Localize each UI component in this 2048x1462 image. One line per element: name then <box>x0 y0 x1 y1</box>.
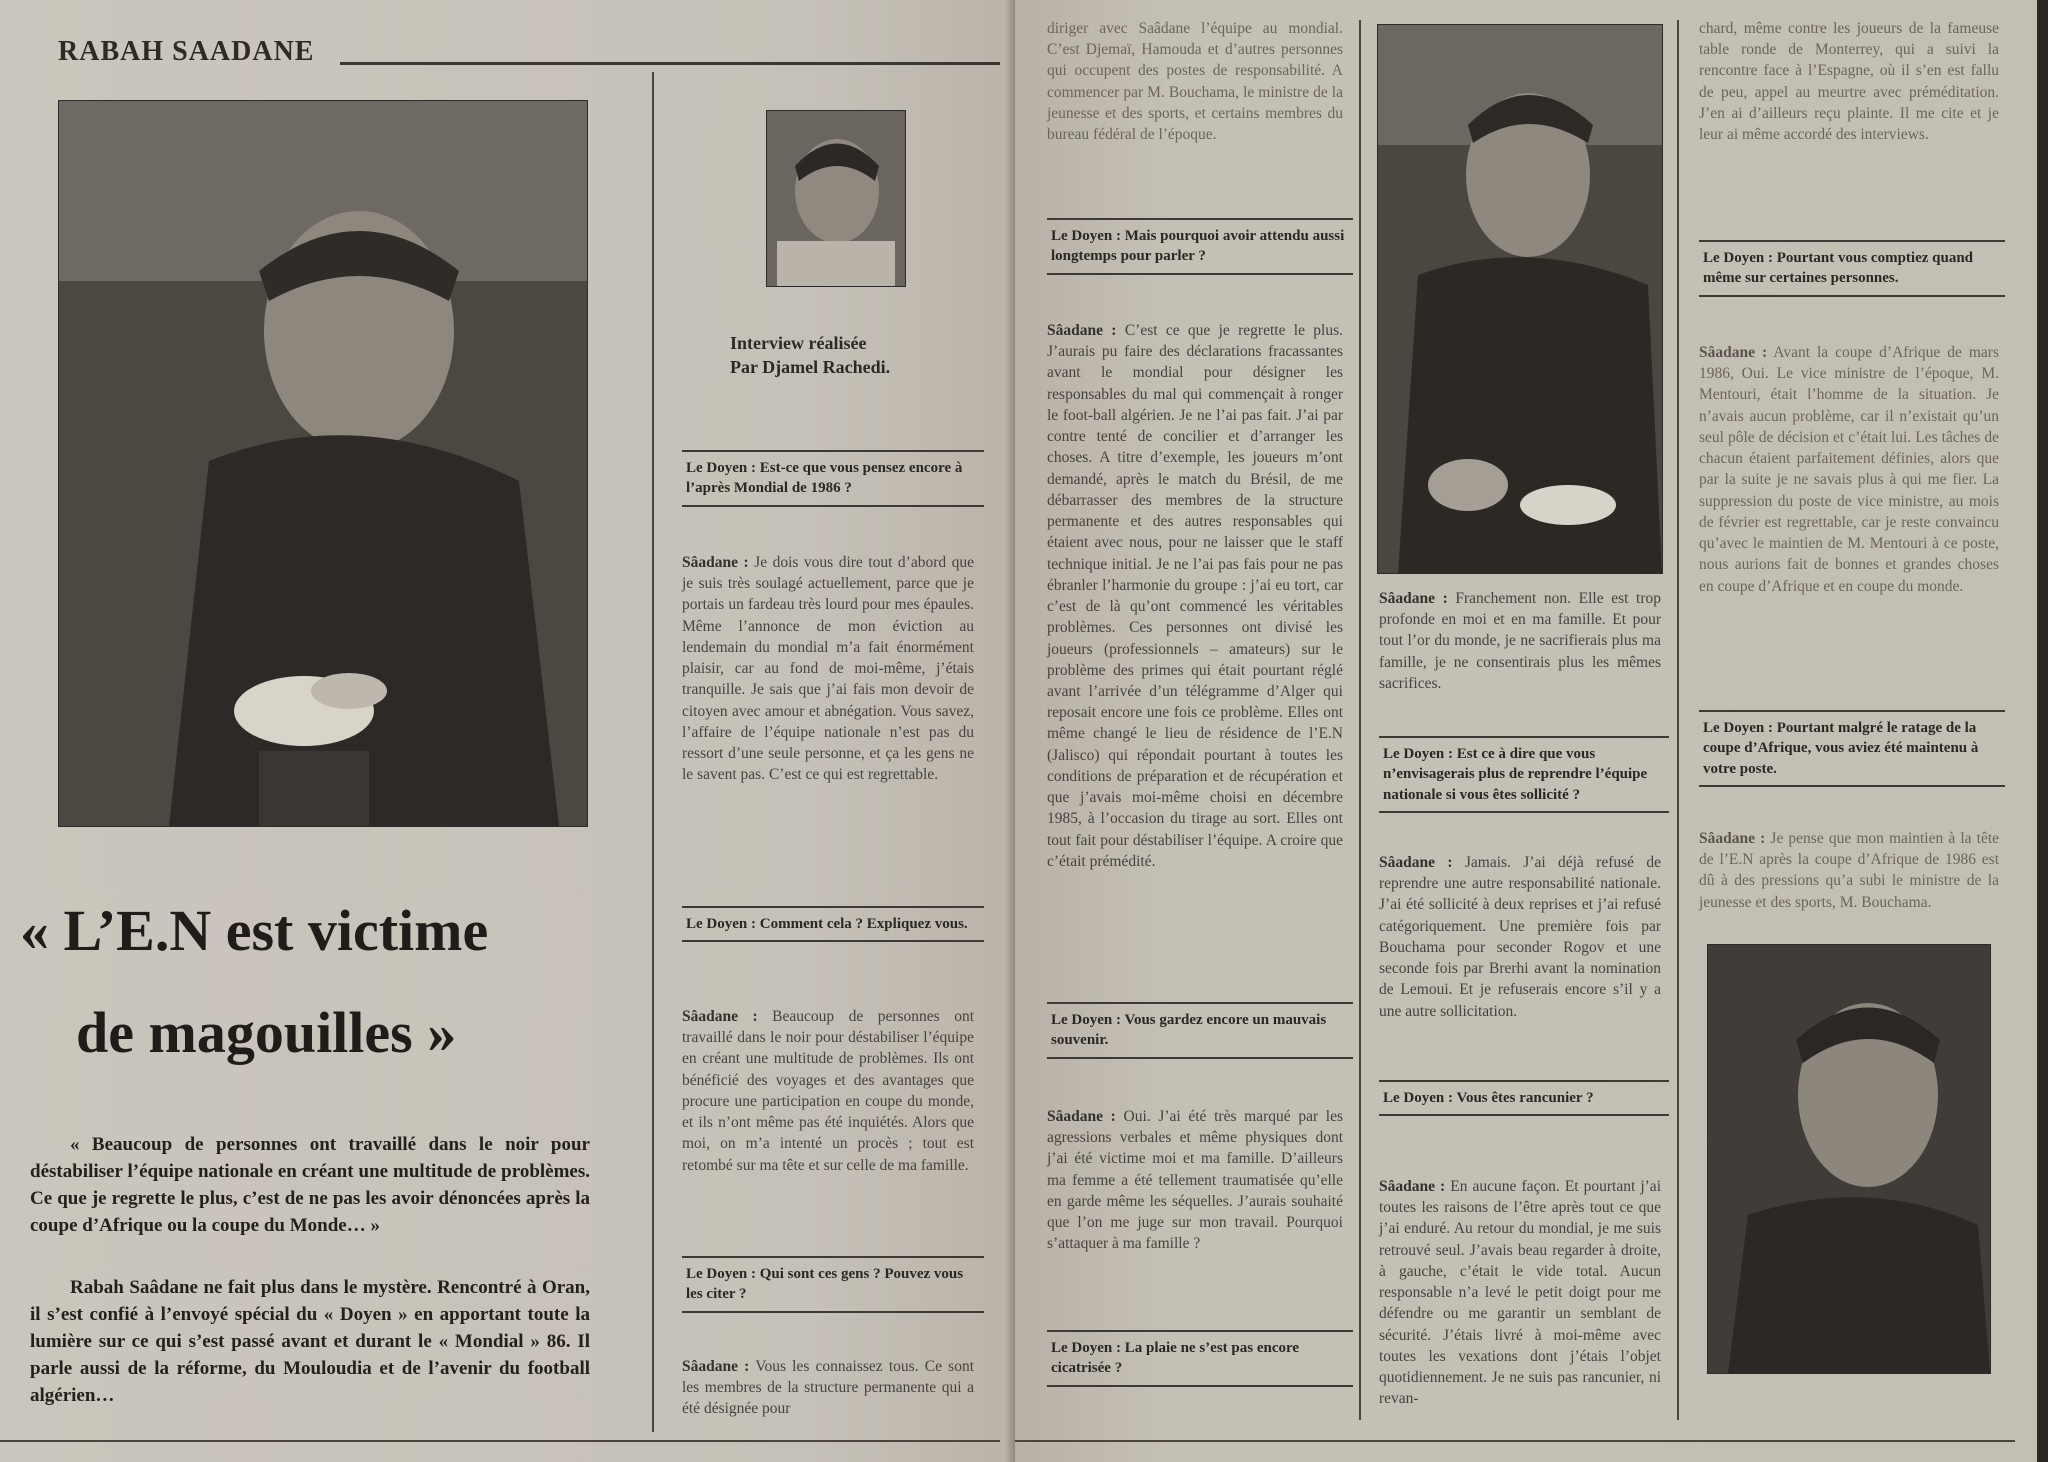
interviewer-label: Le Doyen : <box>1051 228 1121 244</box>
answer-3 <box>682 1356 974 1420</box>
question-9 <box>1699 240 2005 297</box>
answer-5-text: Oui. J’ai été très marqué par les agressions verbales et même physiques dont j’ai été victime moi et ma famille. D’ailleurs ma femme a été tellement traumatisée qu’elle en garde même les séquelles. J’aurais souhaité que l’on me juge sur mon travail. Pourquoi s’attaquer à ma famille ? <box>1047 1108 1344 1253</box>
answer-4-text: C’est ce que je regrette le plus. J’aurais pu faire des déclarations fracassantes avant le mondial pour désigner les responsables du mal qui commençait à ronger le foot-ball algérien. Je ne l’ai pas fait. J’ai par contre tenté de concilier et d’arranger les choses. A titre d’exemple, les joueurs m’ont demandé, après le match du Brésil, de me débarrasser des membres de la structure permanente et des autres responsables qui étaient avec nous, pour ne laisser que le staff technique initial. Je ne l’ai pas fais pour ne pas ébranler l’harmonie du groupe : j’ai eu tort, car c’est de là qu’ont commencé les véritables problèmes. Ces personnes ont divisé les joueurs (professionnels – amateurs) sur le problème des primes qui était pourtant réglé avant l’arrivée d’un télégramme d’Alger qui reposait encore une fois ce problème. Elles ont même changé le lieu de résidence de l’E.N (Jalisco) qui répondait pourtant à toutes les conditions de préparation et de récupération et que j’avais moi-même choisi en décembre 1985, à l’occasion du tirage au sort. Elles ont tout fait pour déstabiliser l’équipe. A croire que c’était prémédité. <box>1047 322 1344 870</box>
interview-credit-line-1: Interview réalisée <box>730 333 867 353</box>
question-4-text: Mais pourquoi avoir attendu aussi longtemps pour parler ? <box>1051 228 1345 265</box>
interviewee-label: Sâadane : <box>1379 1178 1446 1195</box>
question-6-text: La plaie ne s’est pas encore cicatrisée ? <box>1051 1340 1300 1377</box>
answer-2 <box>682 1006 974 1176</box>
question-5 <box>1047 1002 1353 1059</box>
interviewee-label: Sâadane : <box>682 1008 758 1025</box>
column-separator <box>1359 20 1361 1420</box>
interviewer-label: Le Doyen : <box>1051 1012 1121 1028</box>
answer-1 <box>682 552 974 786</box>
interviewer-label: Le Doyen : <box>1703 250 1773 266</box>
question-3 <box>682 1256 984 1313</box>
question-1 <box>682 450 984 507</box>
question-3-text: Qui sont ces gens ? Pouvez vous les citer ? <box>686 1266 964 1303</box>
question-10-text: Pourtant malgré le ratage de la coupe d’Afrique, vous aviez été maintenu à votre poste. <box>1703 720 1979 777</box>
question-4 <box>1047 218 1353 275</box>
headline-line-1: « L’E.N est victime <box>20 898 489 963</box>
running-head: RABAH SAADANE <box>58 36 315 67</box>
saadane-large-photo <box>58 100 588 827</box>
answer-9-text: Avant la coupe d’Afrique de mars 1986, Oui. Le vice ministre de l’époque, M. Mentouri, était l’homme de la situation. Je n’avais aucun problème, car il n’existait qu’un seul pôle de décision et c’était lui. Les tâches de chacun étaient parfaitement définies, alors que par la suite je ne savais plus à qui me fier. La suppression du poste de vice ministre, au mois de février est regrettable, car je reste convaincu qu’avec le maintien de M. Mentouri à ce poste, nous aurions fait de bonnes et grandes choses en coupe d’Afrique et en coupe du monde. <box>1699 344 1999 595</box>
question-1-text: Est-ce que vous pensez encore à l’après Mondial de 1986 ? <box>686 460 963 497</box>
answer-6-text: Franchement non. Elle est trop profonde en moi et en ma famille. Et pour tout l’or du monde, je ne sacrifierais plus ma famille, je ne consentirais plus les mêmes sacrifices. <box>1379 590 1661 692</box>
lead-paragraph-intro: Rabah Saâdane ne fait plus dans le mystère. Rencontré à Oran, il s’est confié à l’envoyé spécial du « Doyen » en apportant toute la lumière sur ce qui s’est passé avant et durant le « Mondial » 86. Il parle aussi de la réforme, du Mouloudia et de l’avenir du football algérien… <box>30 1277 590 1406</box>
bottom-rule <box>0 1440 1000 1442</box>
bottom-rule <box>1015 1440 2015 1442</box>
column-separator <box>1677 20 1679 1420</box>
saadane-coffee-photo <box>1377 24 1663 574</box>
answer-4 <box>1047 320 1343 872</box>
interviewer-label: Le Doyen : <box>1703 720 1773 736</box>
question-6 <box>1047 1330 1353 1387</box>
answer-7-text: Jamais. J’ai déjà refusé de reprendre une autre responsabilité nationale. J’ai été sollicité à deux reprises et j’ai refusé catégoriquement. Une première fois par Bouchama pour seconder Rogov et une seconde fois par Brerhi avant la nomination de Lemoui. Et je refuserais encore s’il y a une autre sollicitation. <box>1379 854 1661 1020</box>
question-10 <box>1699 710 2005 787</box>
answer-6 <box>1379 588 1661 694</box>
interviewee-label: Sâadane : <box>1699 830 1766 847</box>
small-portrait-illustration <box>767 111 905 286</box>
portrait-illustration <box>59 101 587 826</box>
lead-paragraph-quote: « Beaucoup de personnes ont travaillé dans le noir pour déstabiliser l’équipe nationale en créant une multitude de problèmes. Ce que je regrette le plus, c’est de ne pas les avoir dénoncées après la coupe d’Afrique ou la coupe du Monde… » <box>30 1134 590 1236</box>
interviewer-label: Le Doyen : <box>1051 1340 1121 1356</box>
answer-8 <box>1379 1176 1661 1410</box>
answer-9 <box>1699 342 1999 597</box>
bottom-portrait-illustration <box>1708 945 1990 1373</box>
question-7-text: Est ce à dire que vous n’envisagerais plus de reprendre l’équipe nationale si vous êtes sollicité ? <box>1383 746 1648 803</box>
answer-2-text: Beaucoup de personnes ont travaillé dans le noir pour déstabiliser l’équipe en créant une multitude de problèmes. Ils ont bénéficié des voyages et des avantages que procure une participation en coupe du monde, et ils n’ont même pas été inquiétés. Alors que moi, on m’a intenté un procès ; tout est retombé sur ma tête et sur celle de ma famille. <box>682 1008 975 1174</box>
interviewer-label: Le Doyen : <box>686 1266 756 1282</box>
answer-7 <box>1379 852 1661 1022</box>
left-page <box>0 0 1015 1462</box>
question-7 <box>1379 736 1669 813</box>
question-2-text: Comment cela ? Expliquez vous. <box>759 916 968 932</box>
saadane-small-photo <box>766 110 906 287</box>
coffee-portrait-illustration <box>1378 25 1662 573</box>
answer-3-text: Vous les connaissez tous. Ce sont les membres de la structure permanente qui a été désignée pour <box>682 1358 974 1418</box>
interviewee-label: Sâadane : <box>682 554 749 571</box>
question-8-text: Vous êtes rancunier ? <box>1456 1090 1594 1106</box>
headline-line-2: de magouilles » <box>76 1000 457 1065</box>
answer-3-continued: diriger avec Saâdane l’équipe au mondial. C’est Djemaï, Hamouda et d’autres personnes qui occupent des postes de responsabilité. A commencer par M. Bouchama, le ministre de la jeunesse et des sports, et certains membres du bureau fédéral de l’époque. <box>1047 20 1343 144</box>
interviewee-label: Sâadane : <box>1379 854 1453 871</box>
question-9-text: Pourtant vous comptiez quand même sur certaines personnes. <box>1703 250 1974 287</box>
column-separator <box>652 72 654 1432</box>
answer-1-text: Je dois vous dire tout d’abord que je suis très soulagé actuellement, parce que je portais un fardeau très lourd pour mes épaules. Même l’annonce de mon éviction au lendemain du mondial m’a fait énormément plaisir, car au fond de moi-même, j’étais tranquille. Je sais que j’ai fais mon devoir de citoyen avec amour et abnégation. Vous savez, l’affaire de l’équipe nationale n’est pas du ressort d’une seule personne, et ça les gens ne le savent pas. C’est ce qui est regrettable. <box>682 554 975 784</box>
answer-8-continued: chard, même contre les joueurs de la fameuse table ronde de Monterrey, qui a suivi la rencontre face à l’Espagne, où il s’en est fallu de peu, appel au meurtre avec préméditation. J’en ai d’ailleurs reçu plainte. Il me cite et je leur ai même accordé des interviews. <box>1699 20 1999 144</box>
answer-5 <box>1047 1106 1343 1255</box>
interviewee-label: Sâadane : <box>1699 344 1768 361</box>
interviewer-label: Le Doyen : <box>686 460 756 476</box>
interviewee-label: Sâadane : <box>682 1358 750 1375</box>
right-page <box>1015 0 2037 1462</box>
interviewee-label: Sâadane : <box>1379 590 1448 607</box>
saadane-portrait-photo <box>1707 944 1991 1374</box>
question-8 <box>1379 1080 1669 1116</box>
interviewee-label: Sâadane : <box>1047 322 1117 339</box>
interviewer-label: Le Doyen : <box>1383 1090 1453 1106</box>
question-5-text: Vous gardez encore un mauvais souvenir. <box>1051 1012 1327 1049</box>
answer-10-text: Je pense que mon maintien à la tête de l’E.N après la coupe d’Afrique de 1986 est dû à des pressions qu’a subi le ministre de la jeunesse et des sports, M. Bouchama. <box>1699 830 2000 911</box>
interviewer-label: Le Doyen : <box>686 916 756 932</box>
interview-credit-line-2: Par Djamel Rachedi. <box>730 357 891 377</box>
answer-8-text: En aucune façon. Et pourtant j’ai toutes les raisons de l’être après tout ce que j’ai enduré. Au retour du mondial, je me suis retrouvé seul. J’avais beau regarder à droite, à gauche, c’était le vide total. Aucun responsable n’a levé le petit doigt pour me défendre ou me garantir un semblant de sécurité. J’étais livré à moi-même avec toutes les vexations dont j’étais l’objet quotidiennement. Je ne suis pas rancunier, ni revan- <box>1379 1178 1661 1408</box>
answer-10 <box>1699 828 1999 913</box>
header-rule <box>340 62 1000 65</box>
question-2 <box>682 906 984 942</box>
interviewer-label: Le Doyen : <box>1383 746 1453 762</box>
interviewee-label: Sâadane : <box>1047 1108 1116 1125</box>
